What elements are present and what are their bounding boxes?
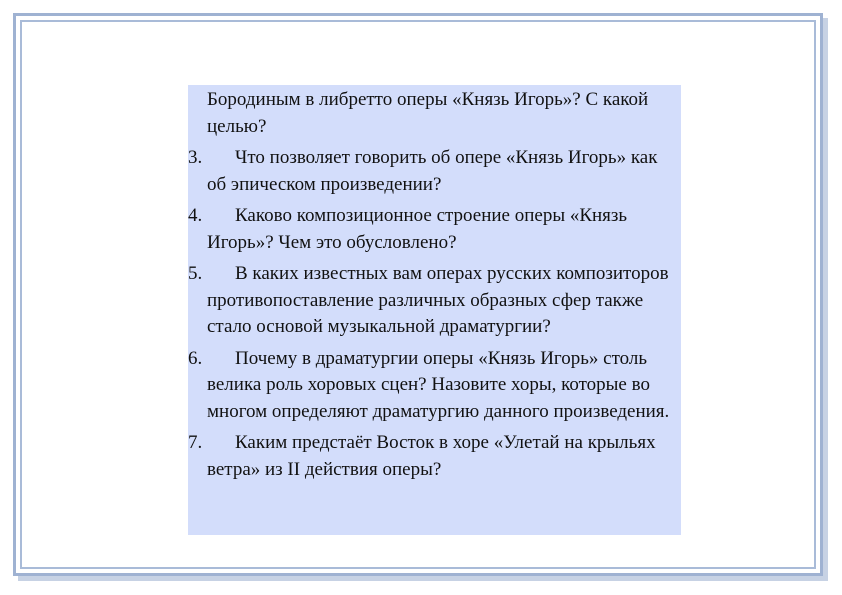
question-text: Каким предстаёт Восток в хоре «Улетай на крыльях ветра» из II действия оперы?: [207, 432, 656, 480]
question-number: 7.: [188, 432, 203, 453]
question-number: 4.: [188, 205, 203, 226]
question-item-6: [188, 346, 681, 426]
frame-shadow: [18, 576, 828, 581]
question-item-7: [188, 430, 681, 483]
question-text: В каких известных вам операх русских композиторов противопоставление различных образных сфер также стало основой музыкальной драматургии?: [207, 263, 669, 337]
question-text: Почему в драматургии оперы «Князь Игорь» столь велика роль хоровых сцен? Назовите хоры, которые во многом определяют драматургию данного произведения.: [207, 347, 670, 422]
question-list: [188, 85, 681, 488]
question-text: Каково композиционное строение оперы «Князь Игорь»? Чем это обусловлено?: [207, 205, 628, 253]
question-text: Бородиным в либретто оперы «Князь Игорь»? С какой целью?: [207, 89, 649, 137]
questions-textbox[interactable]: [188, 85, 681, 535]
question-item-2-continued: [188, 85, 681, 140]
question-item-4: [188, 203, 681, 256]
question-text: Что позволяет говорить об опере «Князь Игорь» как об эпическом произведении?: [207, 147, 658, 195]
question-number: 3.: [188, 147, 203, 168]
question-item-5: [188, 261, 681, 341]
question-number: 6.: [188, 347, 203, 369]
question-item-3: [188, 145, 681, 198]
question-number: 5.: [188, 263, 203, 284]
frame-shadow: [823, 18, 828, 581]
